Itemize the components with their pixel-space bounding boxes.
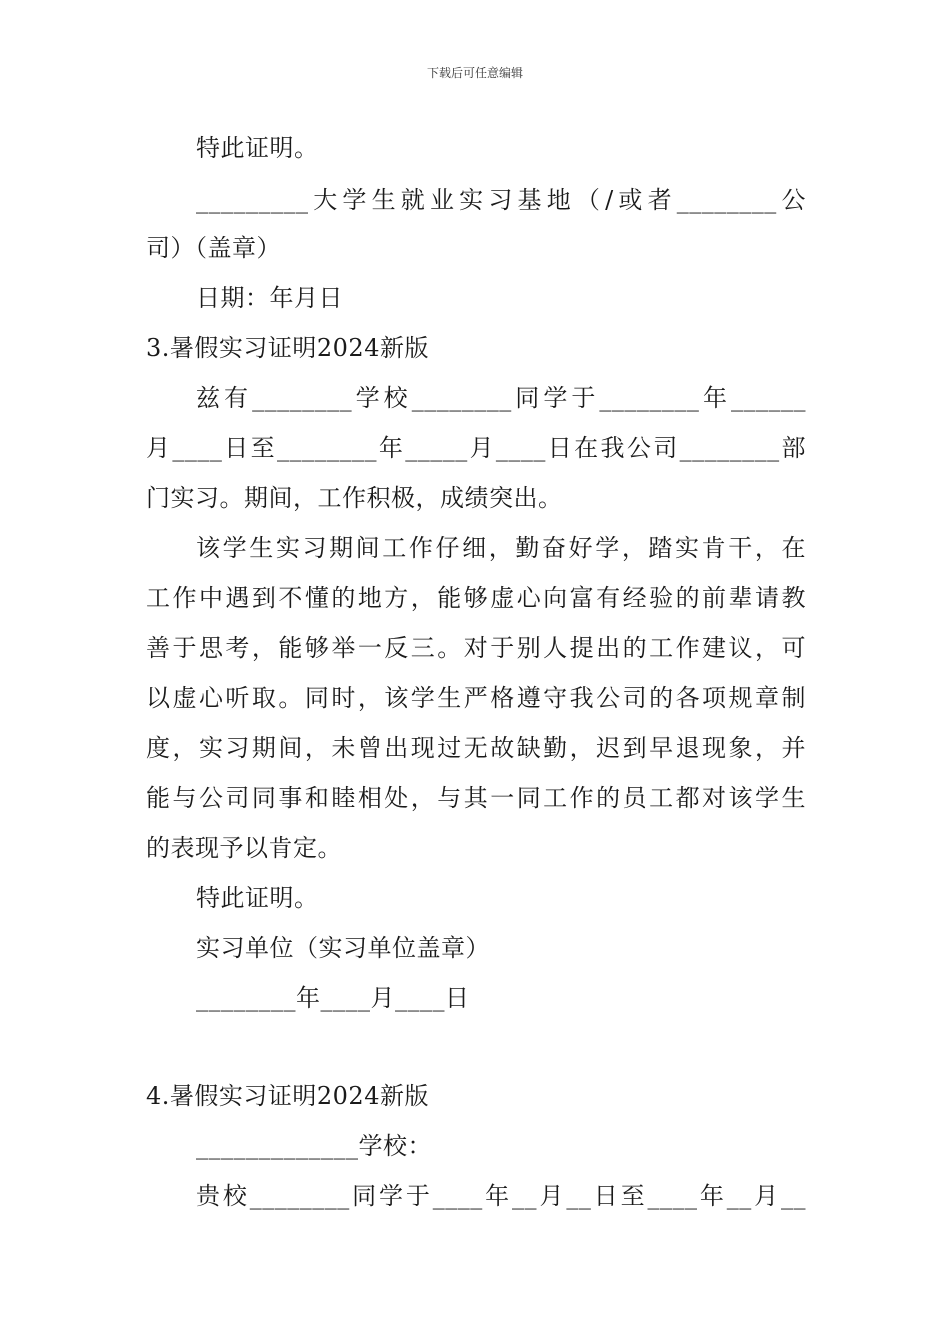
text-line: 月____日至________年_____月____日在我公司________部: [146, 434, 806, 462]
text-line: ________年____月____日: [196, 984, 470, 1012]
text-line: 该学生实习期间工作仔细，勤奋好学，踏实肯干，在: [196, 534, 806, 562]
page-header: 下载后可任意编辑: [426, 66, 523, 80]
text-line: _________大学生就业实习基地（/或者________公: [196, 186, 806, 214]
text-line: 能与公司同事和睦相处，与其一同工作的员工都对该学生: [146, 784, 806, 812]
text-line: 贵校________同学于____年__月__日至____年__月__: [196, 1182, 806, 1210]
text-line: 司）（盖章）: [146, 234, 281, 262]
text-line: 善于思考，能够举一反三。对于别人提出的工作建议，可: [146, 634, 806, 662]
text-line: 特此证明。: [196, 134, 319, 162]
section-heading: 3.暑假实习证明2024新版: [146, 334, 429, 362]
text-line: 以虚心听取。同时，该学生严格遵守我公司的各项规章制: [146, 684, 806, 712]
text-line: 日期：年月日: [196, 284, 343, 312]
text-line: 特此证明。: [196, 884, 319, 912]
text-line: _____________学校：: [196, 1132, 432, 1160]
text-line: 工作中遇到不懂的地方，能够虚心向富有经验的前辈请教: [146, 584, 806, 612]
text-line: 的表现予以肯定。: [146, 834, 342, 862]
section-heading: 4.暑假实习证明2024新版: [146, 1082, 429, 1110]
text-line: 兹有________学校________同学于________年______: [196, 384, 806, 412]
text-line: 门实习。期间，工作积极，成绩突出。: [146, 484, 563, 512]
text-line: 度，实习期间，未曾出现过无故缺勤，迟到早退现象，并: [146, 734, 806, 762]
text-line: 实习单位（实习单位盖章）: [196, 934, 490, 962]
